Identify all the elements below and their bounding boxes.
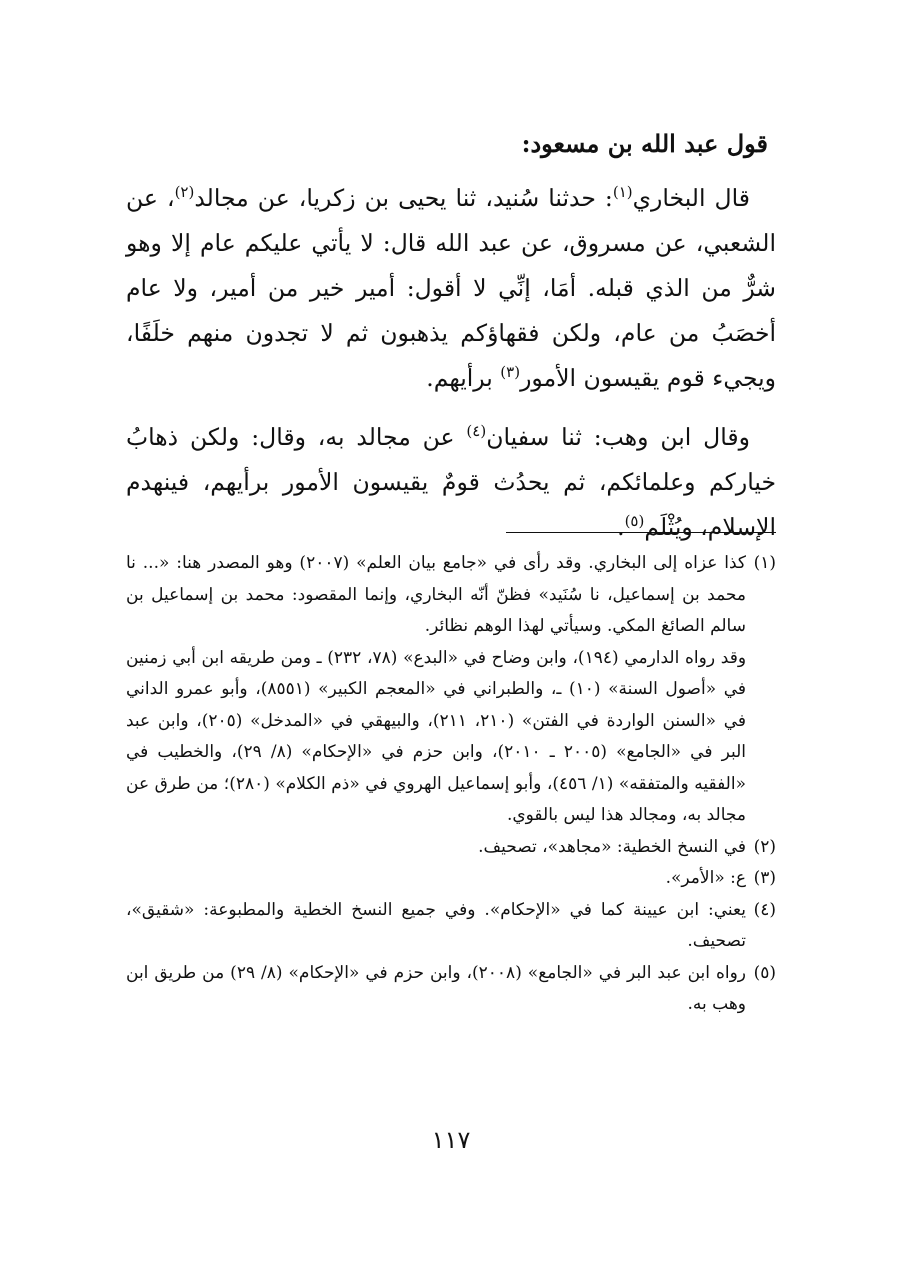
page-number: ١١٧	[431, 1126, 471, 1154]
footnote-number: (١)	[753, 553, 776, 573]
footnote-paragraph: وقد رواه الدارمي (١٩٤)، وابن وضاح في «البدع» (٧٨، ٢٣٢) ـ ومن طريقه ابن أبي زمنين في «أصول السنة» (١٠) ـ، والطبراني في «المعجم الكبير» (٨٥٥١)، وأبو عمرو الداني في «السنن الواردة في الفتن» (٢١٠، ٢١١)، والبيهقي في «المدخل» (٢٠٥)، وابن عبد البر في «الجامع» (٢٠٠٥ ـ ٢٠١٠)، وابن حزم في «الإحكام» (٨/ ٢٩)، والخطيب في «الفقيه والمتفقه» (١/ ٤٥٦)، وأبو إسماعيل الهروي في «ذم الكلام» (٢٨٠)؛ من طرق عن مجالد به، ومجالد هذا ليس بالقوي.	[126, 647, 747, 825]
footnote-text	[126, 548, 746, 832]
footnote-text	[126, 832, 746, 864]
paragraph-text: : حدثنا سُنيد، ثنا يحيى بن زكريا، عن مجالد	[194, 184, 613, 212]
footnote	[126, 895, 776, 958]
section-heading: قول عبد الله بن مسعود:	[521, 129, 768, 158]
footnote-paragraph: في النسخ الخطية: «مجاهد»، تصحيف.	[478, 836, 746, 857]
footnote-paragraph: رواه ابن عبد البر في «الجامع» (٢٠٠٨)، وابن حزم في «الإحكام» (٨/ ٢٩) من طريق ابن وهب به.	[126, 962, 746, 1014]
footnote-text	[126, 863, 746, 895]
footnote-paragraph: يعني: ابن عيينة كما في «الإحكام». وفي جميع النسخ الخطية والمطبوعة: «شقيق»، تصحيف.	[126, 899, 746, 951]
footnote-marker: (٤)	[466, 422, 487, 441]
footnote-text	[126, 895, 746, 958]
paragraph-text: عن مجالد به، وقال: ولكن ذهابُ خياركم وعلمائكم، ثم يحدُث قومٌ يقيسون الأمور برأيهم، فينهدم الإسلام، ويُثْلَم	[126, 423, 776, 541]
footnote-separator	[506, 532, 776, 533]
footnote-number: (٤)	[753, 899, 776, 920]
paragraph-text: ، عن الشعبي، عن مسروق، عن عبد الله قال: لا يأتي عليكم عام إلا وهو شرٌّ من الذي قبله. أمَا، إنِّي لا أقول: أمير خير من أمير، ولا عام أخصَبُ من عام، ولكن فقهاؤكم يذهبون ثم لا تجدون منهم خلَفًا، ويجيء قوم يقيسون الأمور	[126, 184, 776, 392]
paragraph-text: قال البخاري	[632, 184, 750, 212]
footnote-number: (٥)	[753, 962, 776, 983]
footnote-marker: (٣)	[500, 363, 521, 382]
footnote-marker: (١)	[612, 183, 633, 202]
footnote-marker: (٢)	[174, 183, 195, 202]
footnote	[126, 958, 776, 1021]
footnotes	[126, 548, 776, 1021]
main-text	[126, 176, 776, 564]
footnote-marker: (٥)	[624, 512, 645, 531]
document-page	[126, 118, 776, 1198]
paragraph-text: برأيهم.	[426, 364, 501, 392]
footnote-number: (٢)	[753, 836, 776, 857]
footnote-text	[126, 958, 746, 1021]
footnote	[126, 863, 776, 895]
paragraph-text: وقال ابن وهب: ثنا سفيان	[486, 423, 750, 451]
footnote-paragraph: ع: «الأمر».	[665, 868, 746, 888]
footnote	[126, 832, 776, 864]
paragraph	[126, 415, 776, 550]
paragraph-text: .	[617, 513, 625, 541]
footnote-number: (٣)	[753, 868, 776, 888]
footnote-paragraph: كذا عزاه إلى البخاري. وقد رأى في «جامع بيان العلم» (٢٠٠٧) وهو المصدر هنا: «... نا محمد بن إسماعيل، نا سُنَيد» فظنّ أنّه البخاري، وإنما المقصود: محمد بن إسماعيل بن سالم الصائغ المكي. وسيأتي لهذا الوهم نظائر.	[126, 553, 746, 636]
paragraph	[126, 176, 776, 401]
footnote	[126, 548, 776, 832]
